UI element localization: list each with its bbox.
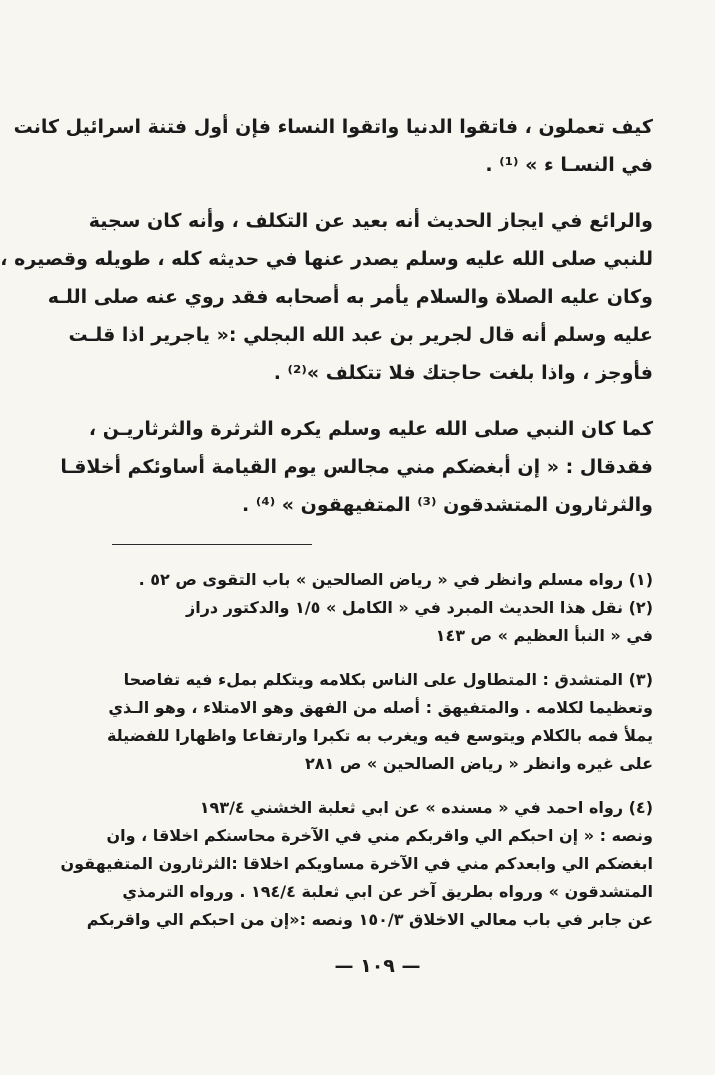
text-line: فقدقال : « إن أبغضكم مني مجالس يوم القيامة أساوئكم أخلاقـا: [60, 456, 653, 478]
footnote-group-1-2: [98, 566, 653, 650]
footnote-separator-wrap: [98, 544, 653, 546]
text-line: في النسـا ء » ⁽¹⁾ .: [485, 154, 653, 176]
footnote-line: (٣) المتشدق : المتطاول على الناس بكلامه ويتكلم بملء فيه تفاصحا: [123, 670, 653, 689]
text-line: عليه وسلم أنه قال لجرير بن عبد الله البجلي :« ياجرير اذا قلـت: [68, 324, 653, 346]
text-line: كما كان النبي صلى الله عليه وسلم يكره الثرثرة والثرثاريـن ،: [88, 418, 653, 440]
paragraph-3: [60, 410, 653, 524]
text-line: والثرثارون المتشدقون ⁽³⁾ المتفيهقون » ⁽⁴⁾ .: [242, 494, 653, 516]
footnote-line: (٤) رواه احمد في « مسنده » عن ابي ثعلبة الخشني ١٩٣/٤: [199, 798, 653, 817]
footnote-line: ونصه : « إن احبكم الي واقربكم مني في الآخرة محاسنكم اخلاقا ، وان: [106, 826, 653, 845]
paragraph-2: [0, 202, 653, 392]
footnote-line: على غيره وانظر « رياض الصالحين » ص ٢٨١: [304, 754, 653, 773]
footnote-line: المتشدقون » ورواه بطريق آخر عن ابي ثعلبة ١٩٤/٤ . ورواه الترمذي: [122, 882, 653, 901]
footnote-line: ابغضكم الي وابعدكم مني في الآخرة مساويكم اخلاقا :الثرثارون المتفيهقون: [60, 854, 653, 873]
main-text: [0, 108, 653, 524]
paragraph-1: [13, 108, 653, 184]
footnote-separator: [112, 544, 312, 545]
text-line: كيف تعملون ، فاتقوا الدنيا واتقوا النساء فإن أول فتنة اسرائيل كانت: [13, 116, 653, 138]
footnote-4: [60, 794, 653, 934]
footnote-line: وتعظيما لكلامه . والمتفيهق : أصله من الفهق وهو الامتلاء ، وهو الـذي: [108, 698, 653, 717]
footnote-line: (١) رواه مسلم وانظر في « رياض الصالحين » باب التقوى ص ٥٢ .: [138, 570, 653, 589]
text-line: للنبي صلى الله عليه وسلم يصدر عنها في حديثه كله ، طويله وقصيره ،: [0, 248, 653, 270]
footnote-line: يملأ فمه بالكلام ويتوسع فيه ويغرب به تكبرا وارتفاعا واظهارا للفضيلة: [106, 726, 653, 745]
footnotes: [60, 566, 653, 934]
text-line: والرائع في ايجاز الحديث أنه بعيد عن التكلف ، وأنه كان سجية: [88, 210, 653, 232]
footnote-line: عن جابر في باب معالي الاخلاق ١٥٠/٣ ونصه :«إن من احبكم الي واقربكم: [86, 910, 653, 929]
page-number: — ١٠٩ —: [334, 955, 421, 977]
footnote-3: [98, 666, 653, 778]
footnote-line: في « النبأ العظيم » ص ١٤٣: [435, 626, 653, 645]
text-line: وكان عليه الصلاة والسلام يأمر به أصحابه فقد روي عنه صلى اللـه: [47, 286, 653, 308]
footnote-line: (٢) نقل هذا الحديث المبرد في « الكامل » ١/٥ والدكتور دراز: [186, 598, 653, 617]
text-line: فأوجز ، واذا بلغت حاجتك فلا تتكلف »⁽²⁾ .: [273, 362, 653, 384]
